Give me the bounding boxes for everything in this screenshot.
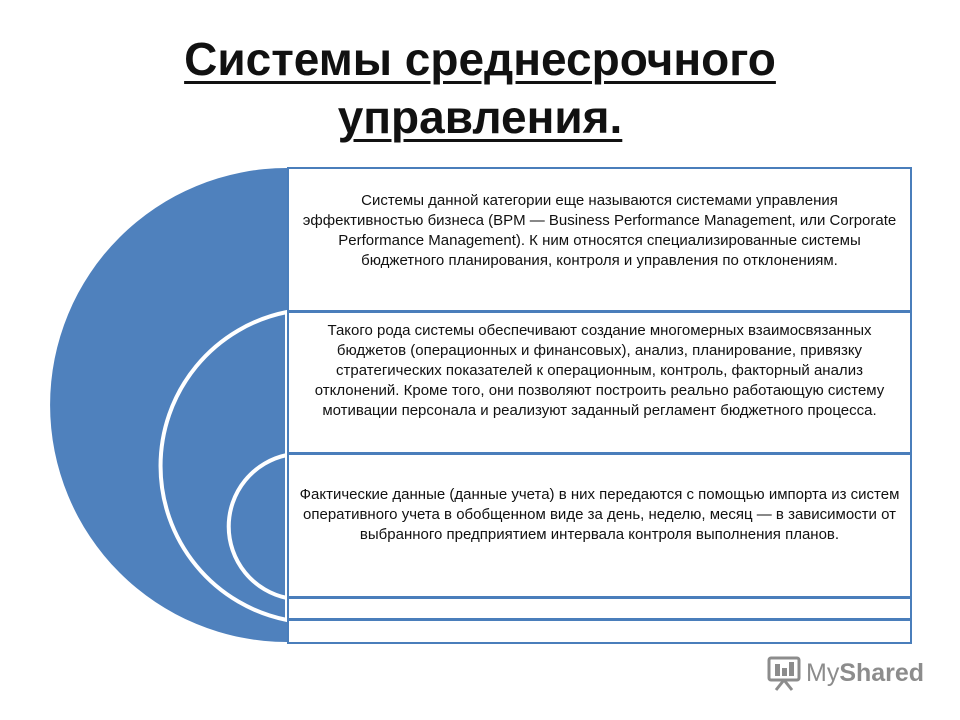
- presentation-board-icon: [766, 654, 802, 692]
- watermark-text-my: My: [806, 659, 840, 687]
- myshared-watermark: [766, 654, 936, 694]
- text-block-2-content: Такого рода системы обеспечивают создание многомерных взаимосвязанных бюджетов (операционных и финансовых), анализ, планирование, привязку стратегических показателей к операционным, контроль, факторный анализ отклонений. Кроме того, они позволяют построить реально работающую систему мотивации персонала и реализуют заданный регламент бюджетного процесса.: [314, 322, 885, 419]
- title-line-1: Системы среднесрочного: [184, 33, 776, 85]
- empty-block-4: [287, 597, 912, 620]
- title-line-2: управления.: [337, 91, 623, 143]
- text-block-1: [287, 167, 912, 312]
- text-block-1-content: Системы данной категории еще называются системами управления эффективностью бизнеса (BPM — Business Performance Management, или Corporate Performance Management). К ним относятся специализированные системы бюджетного планирования, контроля и управления по отклонениям.: [302, 192, 897, 269]
- empty-block-5: [287, 619, 912, 644]
- page-title: [0, 30, 960, 146]
- text-block-3: [287, 453, 912, 598]
- watermark-text-shared: Shared: [839, 659, 925, 687]
- watermark-text: [806, 658, 924, 688]
- text-block-2: [287, 311, 912, 454]
- text-block-3-content: Фактические данные (данные учета) в них передаются с помощью импорта из систем оперативного учета в обобщенном виде за день, неделю, месяц — в зависимости от выбранного предприятием интервала контроля выполнения планов.: [299, 486, 900, 543]
